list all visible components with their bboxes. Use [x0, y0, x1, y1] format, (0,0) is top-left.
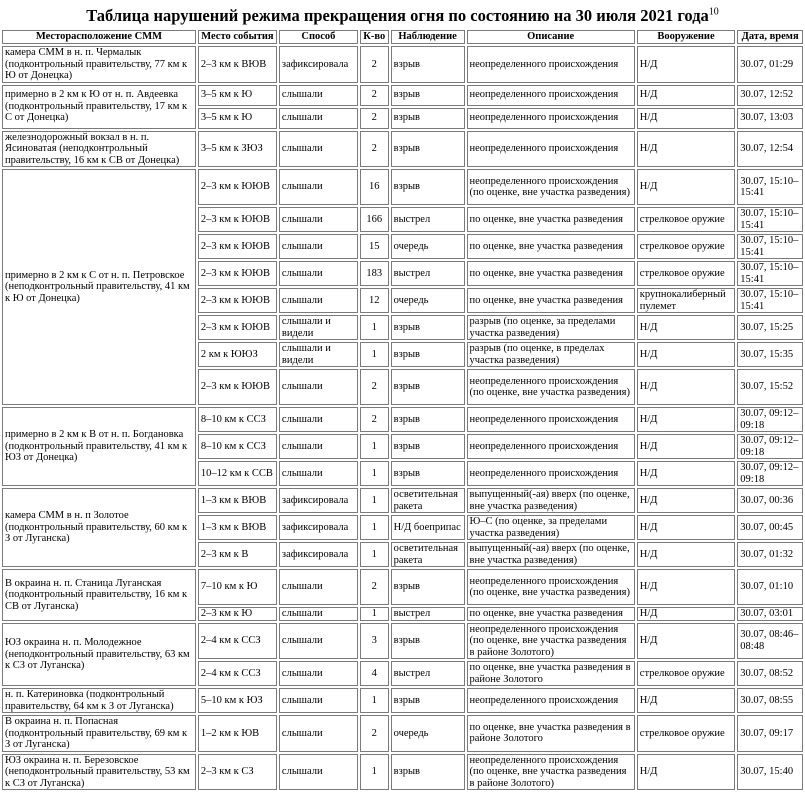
- place-cell: 2–3 км к СЗ: [198, 754, 277, 791]
- weapon-cell: Н/Д: [637, 407, 736, 432]
- description-cell: неопределенного происхождения (по оценке, вне участка разведения): [467, 569, 635, 605]
- place-cell: 8–10 км к ССЗ: [198, 407, 277, 432]
- col-header-place: Место события: [198, 30, 277, 44]
- qty-cell: 1: [360, 607, 389, 621]
- qty-cell: 1: [360, 488, 389, 513]
- datetime-cell: 30.07, 08:52: [737, 661, 803, 686]
- location-cell: В окраина н. п. Станица Луганская (подконтрольный правительству, 16 км к СВ от Луганска): [2, 569, 196, 621]
- method-cell: слышали и видели: [279, 315, 358, 340]
- table-row: [2, 46, 803, 83]
- weapon-cell: Н/Д: [637, 169, 736, 205]
- observation-cell: очередь: [391, 715, 465, 752]
- method-cell: слышали: [279, 85, 358, 106]
- place-cell: 3–5 км к Ю: [198, 108, 277, 129]
- qty-cell: 1: [360, 315, 389, 340]
- qty-cell: 2: [360, 85, 389, 106]
- datetime-cell: 30.07, 01:32: [737, 542, 803, 567]
- method-cell: слышали: [279, 754, 358, 791]
- datetime-cell: 30.07, 15:10–15:41: [737, 261, 803, 286]
- description-cell: неопределенного происхождения: [467, 461, 635, 486]
- location-cell: камера СММ в н. п Золотое (подконтрольный правительству, 60 км к З от Луганска): [2, 488, 196, 567]
- description-cell: по оценке, вне участка разведения: [467, 261, 635, 286]
- method-cell: зафиксировала: [279, 515, 358, 540]
- table-row: [2, 688, 803, 713]
- place-cell: 2–3 км к ЮЮВ: [198, 207, 277, 232]
- qty-cell: 1: [360, 434, 389, 459]
- table-row: [2, 488, 803, 513]
- description-cell: разрыв (по оценке, в пределах участка разведения): [467, 342, 635, 367]
- datetime-cell: 30.07, 15:40: [737, 754, 803, 791]
- method-cell: зафиксировала: [279, 46, 358, 83]
- method-cell: слышали: [279, 108, 358, 129]
- weapon-cell: Н/Д: [637, 131, 736, 168]
- datetime-cell: 30.07, 15:10–15:41: [737, 169, 803, 205]
- qty-cell: 2: [360, 108, 389, 129]
- qty-cell: 2: [360, 369, 389, 405]
- datetime-cell: 30.07, 15:25: [737, 315, 803, 340]
- datetime-cell: 30.07, 08:46–08:48: [737, 623, 803, 660]
- qty-cell: 1: [360, 515, 389, 540]
- datetime-cell: 30.07, 15:10–15:41: [737, 234, 803, 259]
- observation-cell: взрыв: [391, 407, 465, 432]
- table-row: [2, 715, 803, 752]
- qty-cell: 4: [360, 661, 389, 686]
- weapon-cell: крупнокалиберный пулемет: [637, 288, 736, 313]
- qty-cell: 15: [360, 234, 389, 259]
- weapon-cell: Н/Д: [637, 688, 736, 713]
- place-cell: 2–3 км к ЮЮВ: [198, 288, 277, 313]
- page-title: [0, 6, 805, 26]
- weapon-cell: Н/Д: [637, 754, 736, 791]
- weapon-cell: Н/Д: [637, 342, 736, 367]
- observation-cell: взрыв: [391, 569, 465, 605]
- description-cell: неопределенного происхождения: [467, 46, 635, 83]
- location-cell: железнодорожный вокзал в н. п. Ясиноватая (неподконтрольный правительству, 16 км к СВ от Донецка): [2, 131, 196, 168]
- datetime-cell: 30.07, 01:10: [737, 569, 803, 605]
- description-cell: выпущенный(-ая) вверх (по оценке, вне участка разведения): [467, 542, 635, 567]
- qty-cell: 2: [360, 715, 389, 752]
- observation-cell: осветительная ракета: [391, 542, 465, 567]
- observation-cell: взрыв: [391, 108, 465, 129]
- method-cell: слышали: [279, 461, 358, 486]
- description-cell: по оценке, вне участка разведения в районе Золотого: [467, 715, 635, 752]
- location-cell: примерно в 2 км к С от н. п. Петровское (неподконтрольный правительству, 41 км к Ю от Донецка): [2, 169, 196, 405]
- description-cell: по оценке, вне участка разведения: [467, 207, 635, 232]
- place-cell: 2–4 км к ССЗ: [198, 623, 277, 660]
- observation-cell: взрыв: [391, 369, 465, 405]
- table-row: [2, 131, 803, 168]
- description-cell: неопределенного происхождения (по оценке, вне участка разведения в районе Золотого): [467, 754, 635, 791]
- table-row: [2, 623, 803, 660]
- place-cell: 2–3 км к ВЮВ: [198, 46, 277, 83]
- observation-cell: взрыв: [391, 342, 465, 367]
- qty-cell: 2: [360, 407, 389, 432]
- observation-cell: взрыв: [391, 461, 465, 486]
- description-cell: неопределенного происхождения (по оценке, вне участка разведения в районе Золотого): [467, 623, 635, 660]
- datetime-cell: 30.07, 09:12–09:18: [737, 407, 803, 432]
- observation-cell: выстрел: [391, 261, 465, 286]
- observation-cell: взрыв: [391, 688, 465, 713]
- col-header-observation: Наблюдение: [391, 30, 465, 44]
- header-row: [2, 30, 803, 44]
- observation-cell: осветительная ракета: [391, 488, 465, 513]
- location-cell: В окраина н. п. Попасная (подконтрольный правительству, 69 км к З от Луганска): [2, 715, 196, 752]
- method-cell: слышали: [279, 661, 358, 686]
- qty-cell: 16: [360, 169, 389, 205]
- qty-cell: 1: [360, 754, 389, 791]
- table-row: [2, 85, 803, 106]
- method-cell: слышали: [279, 407, 358, 432]
- place-cell: 3–5 км к ЗЮЗ: [198, 131, 277, 168]
- datetime-cell: 30.07, 12:52: [737, 85, 803, 106]
- place-cell: 2–3 км к ЮЮВ: [198, 169, 277, 205]
- col-header-qty: К-во: [360, 30, 389, 44]
- qty-cell: 166: [360, 207, 389, 232]
- col-header-description: Описание: [467, 30, 635, 44]
- violations-table: [0, 28, 805, 792]
- description-cell: по оценке, вне участка разведения: [467, 607, 635, 621]
- weapon-cell: стрелковое оружие: [637, 261, 736, 286]
- description-cell: Ю–С (по оценке, за пределами участка разведения): [467, 515, 635, 540]
- title-text: Таблица нарушений режима прекращения огня по состоянию на 30 июля 2021 года: [86, 6, 709, 25]
- col-header-datetime: Дата, время: [737, 30, 803, 44]
- observation-cell: взрыв: [391, 315, 465, 340]
- place-cell: 10–12 км к ССВ: [198, 461, 277, 486]
- method-cell: слышали: [279, 688, 358, 713]
- observation-cell: взрыв: [391, 131, 465, 168]
- method-cell: слышали: [279, 369, 358, 405]
- place-cell: 2–3 км к В: [198, 542, 277, 567]
- weapon-cell: Н/Д: [637, 85, 736, 106]
- footnote-marker: 10: [708, 6, 719, 18]
- method-cell: слышали: [279, 288, 358, 313]
- description-cell: неопределенного происхождения (по оценке, вне участка разведения): [467, 169, 635, 205]
- datetime-cell: 30.07, 08:55: [737, 688, 803, 713]
- place-cell: 2–3 км к ЮЮВ: [198, 315, 277, 340]
- description-cell: неопределенного происхождения: [467, 85, 635, 106]
- description-cell: выпущенный(-ая) вверх (по оценке, вне участка разведения): [467, 488, 635, 513]
- description-cell: неопределенного происхождения: [467, 407, 635, 432]
- qty-cell: 1: [360, 542, 389, 567]
- description-cell: по оценке, вне участка разведения: [467, 288, 635, 313]
- weapon-cell: Н/Д: [637, 369, 736, 405]
- observation-cell: взрыв: [391, 754, 465, 791]
- datetime-cell: 30.07, 09:12–09:18: [737, 461, 803, 486]
- description-cell: неопределенного происхождения: [467, 688, 635, 713]
- datetime-cell: 30.07, 00:45: [737, 515, 803, 540]
- col-header-weapon: Вооружение: [637, 30, 736, 44]
- weapon-cell: Н/Д: [637, 315, 736, 340]
- description-cell: неопределенного происхождения: [467, 108, 635, 129]
- qty-cell: 3: [360, 623, 389, 660]
- weapon-cell: Н/Д: [637, 515, 736, 540]
- weapon-cell: Н/Д: [637, 488, 736, 513]
- weapon-cell: Н/Д: [637, 542, 736, 567]
- observation-cell: очередь: [391, 288, 465, 313]
- qty-cell: 2: [360, 131, 389, 168]
- weapon-cell: стрелковое оружие: [637, 715, 736, 752]
- place-cell: 2–3 км к ЮЮВ: [198, 261, 277, 286]
- method-cell: слышали: [279, 207, 358, 232]
- observation-cell: взрыв: [391, 85, 465, 106]
- place-cell: 7–10 км к Ю: [198, 569, 277, 605]
- weapon-cell: стрелковое оружие: [637, 234, 736, 259]
- description-cell: по оценке, вне участка разведения: [467, 234, 635, 259]
- table-row: [2, 569, 803, 605]
- datetime-cell: 30.07, 12:54: [737, 131, 803, 168]
- observation-cell: выстрел: [391, 607, 465, 621]
- weapon-cell: Н/Д: [637, 623, 736, 660]
- table-row: [2, 407, 803, 432]
- weapon-cell: Н/Д: [637, 461, 736, 486]
- location-cell: примерно в 2 км к В от н. п. Богдановка (подконтрольный правительству, 41 км к ЮЗ от Донецка): [2, 407, 196, 486]
- col-header-location: Месторасположение СММ: [2, 30, 196, 44]
- observation-cell: взрыв: [391, 46, 465, 83]
- observation-cell: взрыв: [391, 434, 465, 459]
- description-cell: разрыв (по оценке, за пределами участка разведения): [467, 315, 635, 340]
- method-cell: зафиксировала: [279, 542, 358, 567]
- weapon-cell: Н/Д: [637, 108, 736, 129]
- location-cell: примерно в 2 км к Ю от н. п. Авдеевка (подконтрольный правительству, 17 км к С от Донецка): [2, 85, 196, 129]
- location-cell: ЮЗ окраина н. п. Березовское (неподконтрольный правительству, 53 км к СЗ от Луганска): [2, 754, 196, 791]
- place-cell: 5–10 км к ЮЗ: [198, 688, 277, 713]
- weapon-cell: стрелковое оружие: [637, 661, 736, 686]
- col-header-method: Способ: [279, 30, 358, 44]
- place-cell: 1–2 км к ЮВ: [198, 715, 277, 752]
- observation-cell: взрыв: [391, 169, 465, 205]
- description-cell: неопределенного происхождения: [467, 434, 635, 459]
- location-cell: камера СММ в н. п. Чермалык (подконтрольный правительству, 77 км к Ю от Донецка): [2, 46, 196, 83]
- weapon-cell: Н/Д: [637, 607, 736, 621]
- method-cell: слышали: [279, 434, 358, 459]
- datetime-cell: 30.07, 01:29: [737, 46, 803, 83]
- datetime-cell: 30.07, 15:52: [737, 369, 803, 405]
- description-cell: неопределенного происхождения (по оценке, вне участка разведения): [467, 369, 635, 405]
- place-cell: 8–10 км к ССЗ: [198, 434, 277, 459]
- qty-cell: 183: [360, 261, 389, 286]
- datetime-cell: 30.07, 15:35: [737, 342, 803, 367]
- qty-cell: 1: [360, 342, 389, 367]
- weapon-cell: Н/Д: [637, 46, 736, 83]
- table-row: [2, 754, 803, 791]
- datetime-cell: 30.07, 09:17: [737, 715, 803, 752]
- qty-cell: 1: [360, 688, 389, 713]
- datetime-cell: 30.07, 15:10–15:41: [737, 207, 803, 232]
- place-cell: 1–3 км к ВЮВ: [198, 515, 277, 540]
- method-cell: слышали: [279, 261, 358, 286]
- observation-cell: выстрел: [391, 661, 465, 686]
- method-cell: слышали: [279, 131, 358, 168]
- qty-cell: 2: [360, 46, 389, 83]
- observation-cell: выстрел: [391, 207, 465, 232]
- method-cell: слышали: [279, 715, 358, 752]
- place-cell: 2–3 км к ЮЮВ: [198, 369, 277, 405]
- place-cell: 2–4 км к ССЗ: [198, 661, 277, 686]
- method-cell: слышали: [279, 234, 358, 259]
- datetime-cell: 30.07, 03:01: [737, 607, 803, 621]
- datetime-cell: 30.07, 13:03: [737, 108, 803, 129]
- location-cell: ЮЗ окраина н. п. Молодежное (неподконтрольный правительству, 63 км к СЗ от Луганска): [2, 623, 196, 687]
- place-cell: 2–3 км к ЮЮВ: [198, 234, 277, 259]
- weapon-cell: Н/Д: [637, 434, 736, 459]
- observation-cell: взрыв: [391, 623, 465, 660]
- qty-cell: 12: [360, 288, 389, 313]
- table-row: [2, 169, 803, 205]
- method-cell: слышали: [279, 569, 358, 605]
- place-cell: 3–5 км к Ю: [198, 85, 277, 106]
- description-cell: неопределенного происхождения: [467, 131, 635, 168]
- place-cell: 2 км к ЮЮЗ: [198, 342, 277, 367]
- description-cell: по оценке, вне участка разведения в районе Золотого: [467, 661, 635, 686]
- qty-cell: 2: [360, 569, 389, 605]
- method-cell: зафиксировала: [279, 488, 358, 513]
- method-cell: слышали: [279, 169, 358, 205]
- datetime-cell: 30.07, 09:12–09:18: [737, 434, 803, 459]
- table-body: [2, 46, 803, 790]
- place-cell: 1–3 км к ВЮВ: [198, 488, 277, 513]
- observation-cell: Н/Д боеприпас: [391, 515, 465, 540]
- method-cell: слышали: [279, 623, 358, 660]
- qty-cell: 1: [360, 461, 389, 486]
- weapon-cell: стрелковое оружие: [637, 207, 736, 232]
- location-cell: н. п. Катериновка (подконтрольный правительству, 64 км к З от Луганска): [2, 688, 196, 713]
- place-cell: 2–3 км к Ю: [198, 607, 277, 621]
- datetime-cell: 30.07, 00:36: [737, 488, 803, 513]
- method-cell: слышали: [279, 607, 358, 621]
- observation-cell: очередь: [391, 234, 465, 259]
- method-cell: слышали и видели: [279, 342, 358, 367]
- datetime-cell: 30.07, 15:10–15:41: [737, 288, 803, 313]
- weapon-cell: Н/Д: [637, 569, 736, 605]
